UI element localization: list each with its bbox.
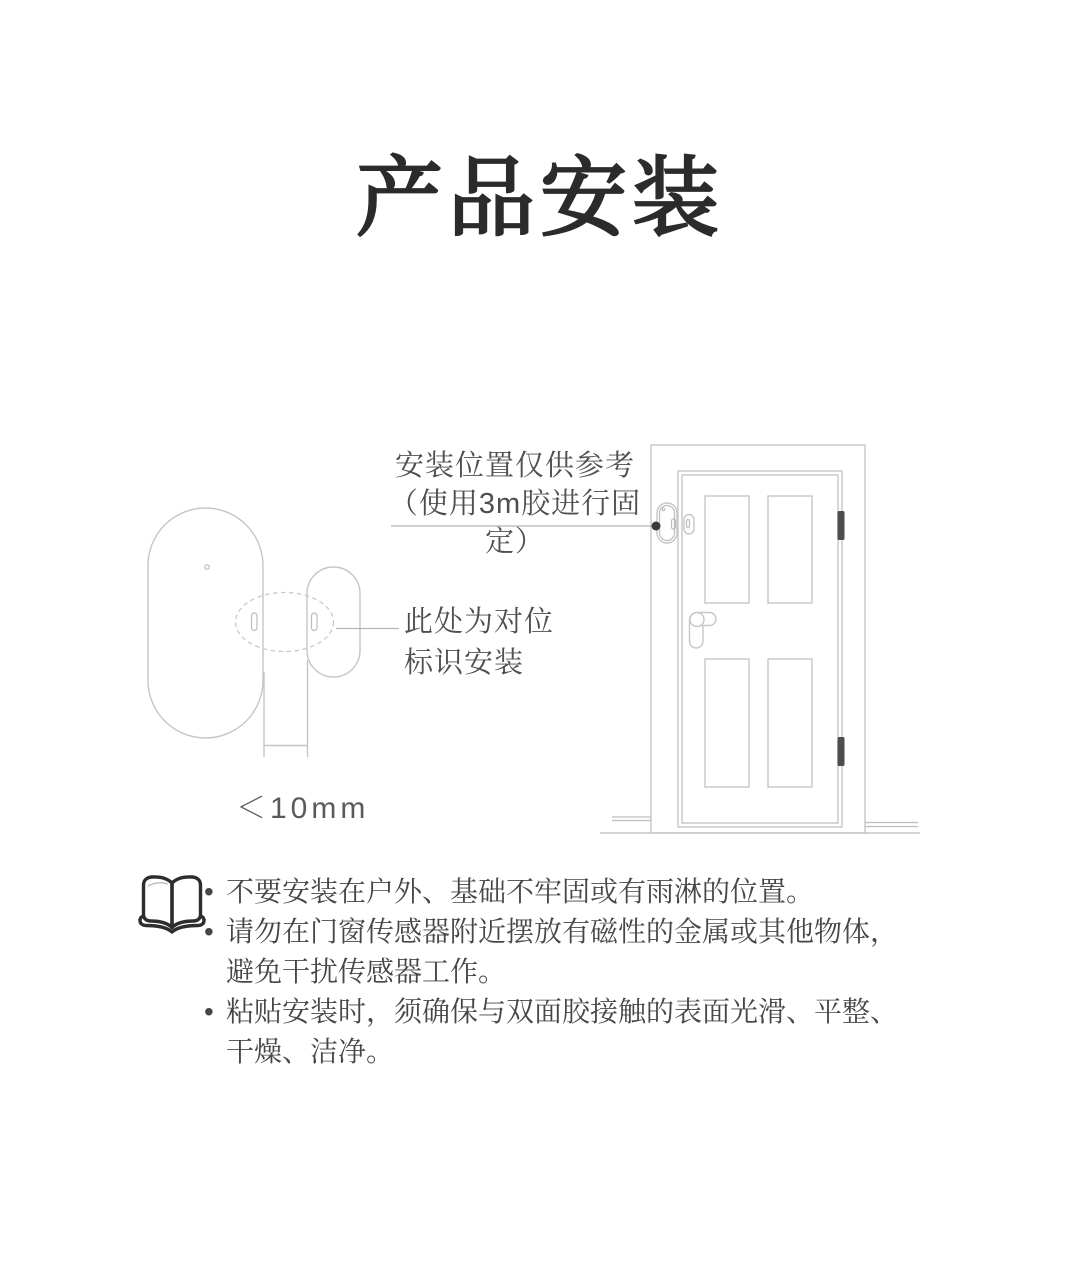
alignment-note-line1: 此处为对位: [404, 606, 555, 638]
bullet-marker: •: [204, 876, 214, 907]
bullet-marker: •: [204, 916, 214, 947]
note-text: 不要安装在户外、基础不牢固或有雨淋的位置。: [226, 876, 815, 907]
open-book-icon: [138, 872, 206, 936]
note-item: [204, 872, 908, 912]
page-title: 产品安装: [356, 150, 724, 247]
door-handle-knob: [690, 613, 704, 627]
notes-section: [204, 872, 914, 1072]
door-hinge-top: [838, 511, 845, 540]
sensor-led-dot: [205, 565, 209, 569]
book-page-curl: [148, 883, 168, 886]
alignment-note-line2: 标识安装: [404, 647, 525, 679]
position-note-line2: （使用3m胶进行固定）: [388, 488, 642, 558]
magnet-alignment-mark: [312, 613, 318, 631]
alignment-highlight-ellipse: [236, 593, 334, 652]
note-text: 粘贴安装时，须确保与双面胶接触的表面光滑、平整、干燥、洁净。: [226, 996, 899, 1067]
note-item: [204, 992, 908, 1072]
note-text: 请勿在门窗传感器附近摆放有磁性的金属或其他物体，避免干扰传感器工作。: [226, 916, 899, 987]
sensor-alignment-mark: [252, 613, 258, 631]
bullet-marker: •: [204, 996, 214, 1027]
position-note-line1: 安装位置仅供参考: [394, 450, 635, 482]
position-note: [370, 447, 660, 561]
sensor-body-outline: [148, 508, 263, 738]
gap-label: ＜10mm: [236, 792, 370, 825]
door-hinge-bottom: [838, 737, 845, 766]
alignment-note: [404, 602, 554, 684]
note-item: [204, 912, 908, 992]
book-right-page: [172, 877, 201, 928]
